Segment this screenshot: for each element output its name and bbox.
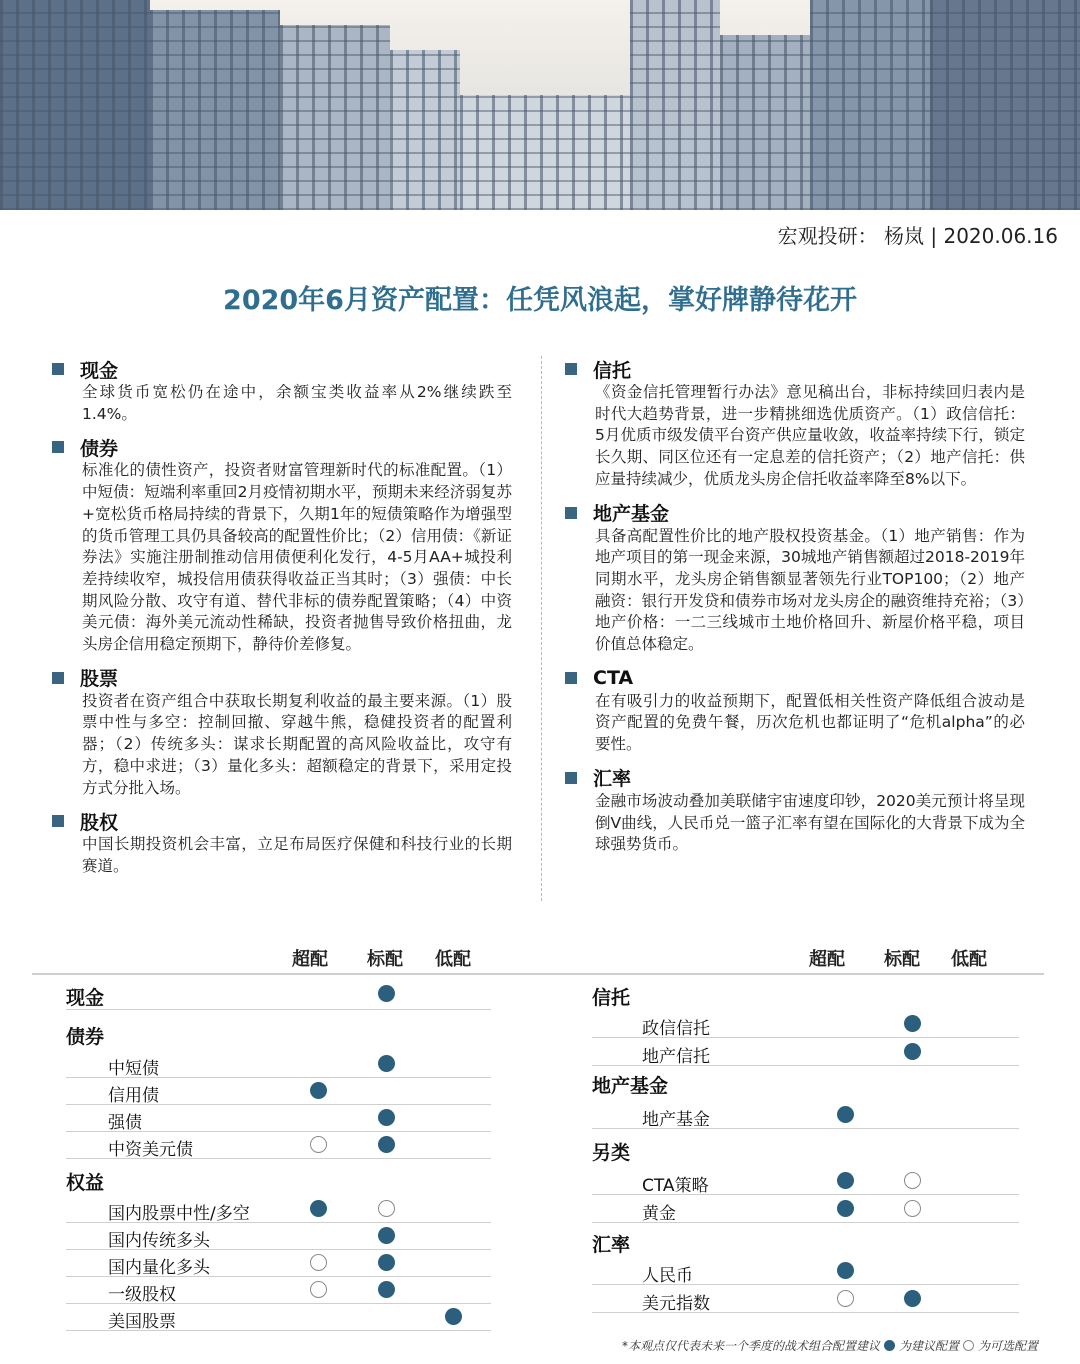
row-label: 地产信托 xyxy=(642,1047,710,1067)
left-column xyxy=(52,356,512,887)
row-label: 国内股票中性/多空 xyxy=(108,1204,250,1224)
section-title: CTA xyxy=(593,666,634,689)
section-body: 金融市场波动叠加美联储宇宙速度印钞，2020美元预计将呈现倒V曲线，人民币兑一篮子汇率有望在国际化的大背景下成为全球强势货币。 xyxy=(595,791,1025,854)
recommended-dot-icon xyxy=(837,1106,854,1123)
row-label: 中短债 xyxy=(108,1059,159,1079)
table-row xyxy=(592,1258,1019,1285)
section-marker-icon xyxy=(565,507,577,519)
optional-dot-icon xyxy=(310,1281,327,1298)
allocation-dot xyxy=(378,985,395,1002)
section-body: 具备高配置性价比的地产股权投资基金。（1）地产销售：作为地产项目的第一现金来源，30城地产销售额超过2018-2019年同期水平，龙头房企销售额显著领先行业TOP100；（2）地产融资：银行开发贷和债券市场对龙头房企的融资维持充裕；（3）地产价格：一二三线城市土地价格回升、新屋价格平稳，项目价值总体稳定。 xyxy=(595,526,1025,654)
section-title: 汇率 xyxy=(593,768,632,791)
table-row xyxy=(66,982,491,1010)
section-body: 在有吸引力的收益预期下，配置低相关性资产降低组合波动是资产配置的免费午餐，历次危机也都证明了“危机alpha”的必要性。 xyxy=(595,691,1025,754)
row-label: 地产基金 xyxy=(642,1110,710,1130)
category-label: 另类 xyxy=(592,1142,631,1164)
filled-dot-icon xyxy=(884,1340,895,1351)
section-marker-icon xyxy=(52,672,64,684)
table-row xyxy=(592,1196,1019,1223)
row-label: 信用债 xyxy=(108,1086,159,1106)
recommended-dot-icon xyxy=(837,1200,854,1217)
footnote-text: *本观点仅代表未来一个季度的战术组合配置建议 xyxy=(621,1339,880,1353)
section-marker-icon xyxy=(565,772,577,784)
recommended-dot-icon xyxy=(378,1136,395,1153)
section-body: 《资金信托管理暂行办法》意见稿出台，非标持续回归表内是时代大趋势背景，进一步精挑细选优质资产。（1）政信信托：5月优质市级发债平台资产供应量收敛，收益率持续下行，锁定长久期、同区位还有一定息差的信托资产；（2）地产信托：供应量持续减少，优质龙头房企信托收益率降至8%以下。 xyxy=(595,383,1025,488)
recommended-dot-icon xyxy=(837,1262,854,1279)
optional-dot-icon xyxy=(904,1172,921,1189)
table-row xyxy=(592,1039,1019,1066)
table-row xyxy=(66,1196,491,1223)
table-row xyxy=(66,1304,491,1331)
optional-dot-icon xyxy=(310,1136,327,1153)
table-row xyxy=(592,1102,1019,1129)
section-marker-icon xyxy=(52,441,64,453)
header-overweight: 超配 xyxy=(809,949,845,970)
row-label: 政信信托 xyxy=(642,1019,710,1039)
row-label: 黄金 xyxy=(642,1204,676,1224)
byline: 宏观投研： 杨岚 | 2020.06.16 xyxy=(777,224,1058,248)
table-row xyxy=(66,1277,491,1304)
row-label: 美元指数 xyxy=(642,1294,710,1314)
category-label: 权益 xyxy=(66,1172,105,1194)
table-top-rule xyxy=(32,973,1044,975)
row-label: 人民币 xyxy=(642,1266,693,1286)
header-standard: 标配 xyxy=(367,949,403,970)
recommended-dot-icon xyxy=(904,1015,921,1032)
page-title: 2020年6月资产配置：任凭风浪起，掌好牌静待花开 xyxy=(223,285,857,316)
row-label: 一级股权 xyxy=(108,1285,176,1305)
category-label: 现金 xyxy=(66,987,105,1009)
table-row xyxy=(592,1168,1019,1195)
row-label: 中资美元债 xyxy=(108,1140,193,1160)
section-title: 股票 xyxy=(80,668,119,691)
section-trust xyxy=(565,356,1025,491)
header-underweight: 低配 xyxy=(951,949,987,970)
table-row xyxy=(66,1051,491,1078)
section-marker-icon xyxy=(52,363,64,375)
header-photo xyxy=(0,0,1080,210)
section-body: 投资者在资产组合中获取长期复利收益的最主要来源。（1）股票中性与多空：控制回撤、穿越牛熊，稳健投资者的配置利器；（2）传统多头：谋求长期配置的高风险收益比，攻守有方，稳中求进；（3）量化多头：超额稳定的背景下，采用定投方式分批入场。 xyxy=(82,691,512,797)
recommended-dot-icon xyxy=(378,1055,395,1072)
optional-dot-icon xyxy=(837,1290,854,1307)
section-title: 信托 xyxy=(593,359,632,382)
row-label: CTA策略 xyxy=(642,1176,709,1196)
section-fx xyxy=(565,765,1025,856)
recommended-dot-icon xyxy=(378,1109,395,1126)
section-body: 全球货币宽松仍在途中，余额宝类收益率从2%继续跌至1.4%。 xyxy=(82,383,512,423)
column-divider xyxy=(541,356,542,901)
row-label: 强债 xyxy=(108,1113,142,1133)
category-label: 债券 xyxy=(66,1026,105,1048)
row-label: 国内传统多头 xyxy=(108,1231,210,1251)
section-title: 地产基金 xyxy=(593,503,670,526)
section-marker-icon xyxy=(565,363,577,375)
table-row xyxy=(66,1132,491,1159)
section-title: 债券 xyxy=(80,437,119,460)
recommended-dot-icon xyxy=(378,1281,395,1298)
recommended-dot-icon xyxy=(378,1227,395,1244)
row-label: 美国股票 xyxy=(108,1312,176,1332)
section-title: 股权 xyxy=(80,811,119,834)
section-real-estate-fund xyxy=(565,500,1025,656)
table-row xyxy=(66,1250,491,1277)
header-standard: 标配 xyxy=(884,949,920,970)
empty-dot-icon xyxy=(963,1340,974,1351)
section-marker-icon xyxy=(565,672,577,684)
table-row xyxy=(592,1011,1019,1038)
row-label: 国内量化多头 xyxy=(108,1258,210,1278)
section-title: 现金 xyxy=(80,359,119,382)
footnote xyxy=(622,1337,1038,1354)
optional-dot-icon xyxy=(310,1254,327,1271)
recommended-dot-icon xyxy=(310,1200,327,1217)
category-label: 地产基金 xyxy=(592,1075,669,1097)
category-label: 汇率 xyxy=(592,1234,631,1256)
section-bonds xyxy=(52,434,512,655)
header-overweight: 超配 xyxy=(292,949,328,970)
recommended-dot-icon xyxy=(378,1254,395,1271)
section-cash xyxy=(52,356,512,425)
recommended-dot-icon xyxy=(904,1043,921,1060)
category-label: 信托 xyxy=(592,987,631,1009)
table-row xyxy=(66,1223,491,1250)
optional-dot-icon xyxy=(904,1200,921,1217)
section-body: 标准化的债性资产，投资者财富管理新时代的标准配置。（1）中短债：短端利率重回2月疫情初期水平，预期未来经济弱复苏+宽松货币格局持续的背景下，久期1年的短债策略作为增强型的货币管理工具仍具备较高的配置性价比；（2）信用债：《新证券法》实施注册制推动信用债便利化发行，4-5月AA+城投利差持续收窄，城投信用债获得收益正当其时；（3）强债：中长期风险分散、攻守有道、替代非标的债券配置策略；（4）中资美元债：海外美元流动性稀缺，投资者抛售导致价格扭曲，龙头房企信用稳定预期下，静待价差修复。 xyxy=(82,461,512,654)
right-column xyxy=(565,356,1025,865)
table-row xyxy=(66,1078,491,1105)
section-marker-icon xyxy=(52,815,64,827)
legend-full-label: 为建议配置 xyxy=(898,1339,959,1353)
section-stocks xyxy=(52,665,512,800)
table-row xyxy=(592,1286,1019,1313)
recommended-dot-icon xyxy=(837,1172,854,1189)
table-row xyxy=(66,1105,491,1132)
legend-empty-label: 为可选配置 xyxy=(977,1339,1038,1353)
recommended-dot-icon xyxy=(904,1290,921,1307)
header-underweight: 低配 xyxy=(435,949,471,970)
section-cta xyxy=(565,665,1025,756)
section-equity xyxy=(52,808,512,877)
section-body: 中国长期投资机会丰富，立足布局医疗保健和科技行业的长期赛道。 xyxy=(82,835,512,875)
optional-dot-icon xyxy=(378,1200,395,1217)
recommended-dot-icon xyxy=(310,1082,327,1099)
recommended-dot-icon xyxy=(445,1308,462,1325)
